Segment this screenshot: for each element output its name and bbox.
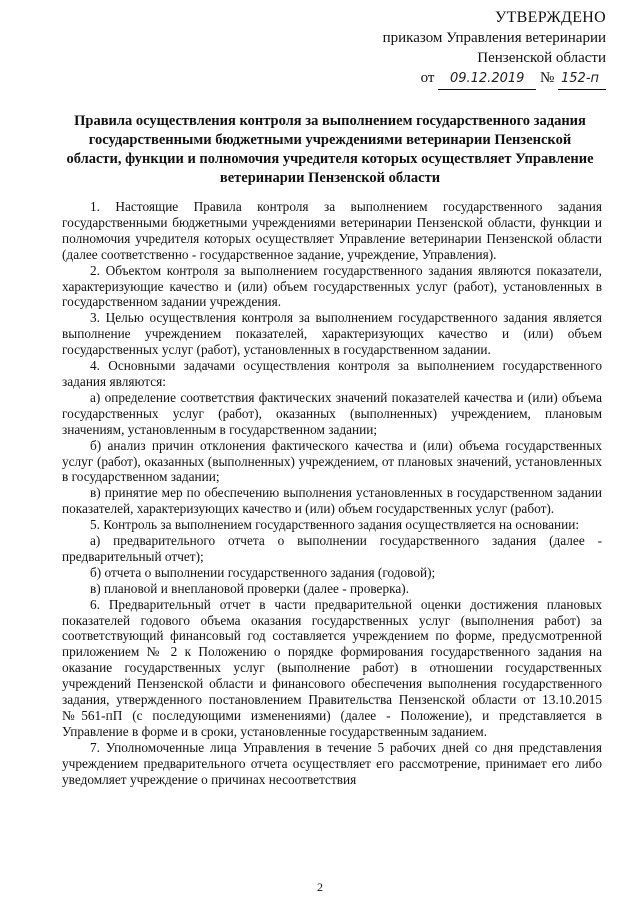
document-title: Правила осуществления контроля за выполнением государственного задания государственными бюджетными учреждениями ветеринарии Пензенской области, функции и полномочия учредителя которых осуществляет Управление ветеринарии Пензенской области — [66, 113, 594, 186]
approval-date-line — [421, 68, 606, 90]
paragraph: 6. Предварительный отчет в части предварительной оценки достижения плановых показателей годового объема оказания государственных услуг (выполнения работ) за соответствующий финансовый год составляется учреждением по форме, предусмотренной приложением № 2 к Положению о порядке формирования государственного задания на оказание государственных услуг (выполнение работ) в отношении государственных учреждений Пензенской области и финансового обеспечения выполнения государственного задания, утвержденного постановлением Правительства Пензенской области от 13.10.2015 №561-пП (с последующими изменениями) (далее - Положение), и представляется в Управление в форме и в сроки, установленные государственным заданием. — [62, 596, 602, 739]
paragraph: 7. Уполномоченные лица Управления в течение 5 рабочих дней со дня представления учреждением предварительного отчета осуществляет его рассмотрение, принимает его либо уведомляет учреждение о причинах несоответствия — [62, 739, 602, 787]
paragraph: а) определение соответствия фактических значений показателей качества и (или) объема государственных услуг (работ), оказанных (выполненных) учреждением, плановым значениям, установленным в государственном задании; — [62, 389, 602, 437]
paragraph: 3. Целью осуществления контроля за выполнением государственного задания является выполнение учреждением показателей, характеризующих качество и (или) объем государственных услуг (работ), установленных в государственном задании. — [62, 310, 602, 358]
paragraph: 2. Объектом контроля за выполнением государственного задания являются показатели, характеризующие качество и (или) объем государственных услуг (работ), установленных в государственном задании учреждения. — [62, 262, 602, 310]
approval-heading: УТВЕРЖДЕНО — [494, 9, 606, 26]
approval-order-line: приказом Управления ветеринарии — [382, 30, 606, 46]
approval-stamp — [383, 8, 606, 90]
paragraph: б) отчета о выполнении государственного задания (годовой); — [90, 564, 436, 580]
paragraph: 4. Основными задачами осуществления контроля за выполнением государственного задания являются: — [62, 358, 602, 389]
paragraph: а) предварительного отчета о выполнении государственного задания (далее - предварительный отчет); — [62, 533, 602, 564]
document-body — [62, 199, 602, 788]
paragraph: в) принятие мер по обеспечению выполнения установленных в государственном задании показателей, характеризующих качество и (или) объем государственных услуг (работ). — [62, 485, 602, 517]
approval-number-handwritten: 152-п — [558, 69, 606, 90]
page-number: 2 — [317, 880, 323, 894]
approval-number-prefix: № — [539, 70, 555, 86]
approval-date-prefix: от — [420, 70, 435, 86]
paragraph: 1. Настоящие Правила контроля за выполнением государственного задания государственными бюджетными учреждениями ветеринарии Пензенской области, функции и полномочия учредителя которых осуществляет Управление ветеринарии Пензенской области (далее соответственно - государственное задание, учреждение, Управления). — [62, 199, 602, 262]
paragraph: в) плановой и внеплановой проверки (далее - проверка). — [90, 580, 410, 596]
paragraph: 5. Контроль за выполнением государственного задания осуществляется на основании: — [90, 517, 580, 533]
approval-region-line: Пензенской области — [477, 50, 606, 66]
approval-date-handwritten: 09.12.2019 — [438, 69, 536, 90]
paragraph: б) анализ причин отклонения фактического качества и (или) объема государственных услуг (работ), оказанных (выполненных) учреждением, от плановых значений, установленных в государственном задании; — [62, 437, 602, 485]
